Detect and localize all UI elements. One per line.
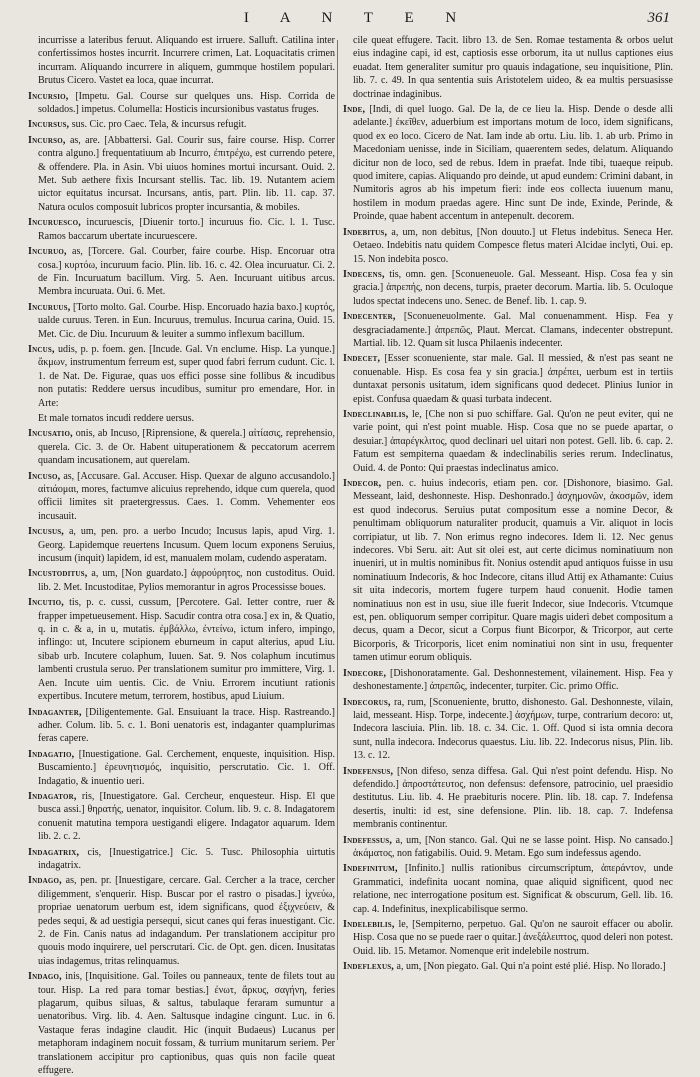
entry-headword: Indecet,: [343, 353, 381, 365]
dictionary-entry: [343, 862, 673, 916]
entry-headword: Incutio,: [28, 597, 64, 609]
entry-headword: Indaganter,: [28, 706, 82, 718]
entry-headword: Indelebilis,: [343, 919, 395, 930]
entry-headword: Incursio,: [28, 90, 69, 102]
dictionary-entry: [343, 960, 673, 973]
entry-text: as, [Torcere. Gal. Courber, faire courbe. Hisp. Encoruar otra cosa.] κυρτόω, incuruum facio. Plin. lib. 16. c. 42. Olea incuruatur. Ci. 2. de Fin. Incuruatum bacillum. Virg. 5. Aen. Incuruant uitibus arcus. Membra incuruata. Oui. 6. Met.: [38, 246, 335, 298]
entry-text: a, um, [Non stanco. Gal. Qui ne se lasse point. Hisp. No cansado.] ἀκάματος, non fatigabilis. Ouid. 9. Metam. Ego sum indefessus agendo.: [353, 834, 673, 859]
entry-text: as, are. [Abbattersi. Gal. Courir sus, faire course. Hisp. Correr contra alguno.] frequentatiuum ab Incurro, ἐπιτρέχω, est currendo petere, & offendere. Pla. in Asin. Vbi uiuos homines mortui incursant. Ouid. 2. Met. Sub aethere fixis Incursant stellis. Tac. lib. 19. Nutantem aciem uictor equitatus incursat. Incursans, antis, part. Plin. lib. 11. cap. 37. Natura oculos composuit lubricos propter incursantia, & mobiles.: [38, 134, 335, 213]
entry-headword: Incusus,: [28, 526, 64, 538]
dictionary-entry: [28, 245, 335, 299]
left-column: [28, 34, 336, 1077]
entry-text: le, [Che non si puo schiffare. Gal. Qu'on ne peut eviter, qui ne varie point, qui n'est point muable. Hisp. Cosa que no se puede apartar, o desuiar.] ἀπαρέγκλιτος, quod declinari uel uitari non potest. Gell. lib. 6. cap. 2. Fatum est sempiterna quaedam & indeclinabilis series rerum. Indeclinatus, Ouid. 4. de Ponto: Qui praestas indeclinatus amico.: [353, 408, 674, 474]
dictionary-entry: [28, 525, 335, 565]
dictionary-entry: [28, 706, 335, 746]
dictionary-entry: [343, 696, 673, 763]
entry-headword: Incuso,: [28, 470, 61, 482]
entry-text: [Diligentemente. Gal. Ensuiuant la trace. Hisp. Rastreando.] adher. Colum. lib. 5. c. 1. Boni uenatoris est, indaganter quamplurimas feras capere.: [38, 706, 335, 745]
dictionary-entry: [343, 34, 673, 101]
dictionary-entry: [343, 918, 673, 958]
entry-headword: Incuruesco,: [28, 217, 81, 229]
column-divider: [337, 40, 338, 1040]
entry-headword: Indagatio,: [28, 748, 75, 760]
entry-text: ris, [Inuestigatore. Gal. Cercheur, enquesteur. Hisp. El que busca assi.] θηρατής, uenator, inquisitor. Colum. lib. 9. c. 8. Indagatorem conuenit matutina tempora uestigandi eligere. Indagator aquarum. Idem lib. 2. c. 2.: [38, 790, 335, 843]
entry-text: cile queat effugere. Tacit. libro 13. de Sen. Romae testamenta & orbos uelut eius indagine capi, id est, captiosis esse orborum, ita ut nullus captiones eius euadat. Item generaliter sumitur pro quauis indagatione, seu inquisitione, Plin. lib. 7. c. 49. In qua sententia suis Aristotelem uideo, & ea multis persuasisse doctrinae indaginibus.: [353, 35, 673, 100]
dictionary-entry: [28, 118, 335, 131]
dictionary-entry: [28, 970, 335, 1077]
entry-headword: Incusatio,: [28, 428, 73, 440]
entry-text: [Dishonoratamente. Gal. Deshonnestement, vilainement. Hisp. Fea y deshonestamente.] ἀπρεπῶς, indecenter, turpiter. Cic. primo Offic.: [353, 667, 673, 693]
entry-text: ra, rum, [Sconueniente, brutto, dishonesto. Gal. Deshonneste, vilain, laid, messeant. Hisp. Torpe, indecente.] ἀσχήμων, turpe, contrarium decoro: ut, Indecora lasciuia. Plin. lib. 18. c. 34. Cic. 1. Off. Quod si ista omnia decora sunt, nulla indecora. Indecorus quaestus. Liu. lib. 22. Indecorus nisus, Plin. lib. 13. c. 12.: [353, 696, 673, 762]
entry-text: [Inuestigatione. Gal. Cerchement, enqueste, inquisition. Hisp. Buscamiento.] ἐρευνητισμός, inquisitio, perscrutatio. Cic. 1. Off. Indagatio, & inuentio ueri.: [38, 748, 336, 787]
dictionary-entry: [28, 596, 335, 703]
running-head: I A N T E N: [243, 10, 471, 26]
entry-text: [Infinito.] nullis rationibus circumscriptum, ἀπεράντον, unde Grammatici, indefinita uocant nomina, quae aliquid significent, quod nec relatione, nec interrogatione positum est. Significat & obscurum, Gell. lib. 16. cap. 4. Indefinitus, inexplicabilisque sermo.: [353, 863, 673, 915]
dictionary-entry: [28, 846, 335, 873]
entry-text: incurrisse a lateribus feruut. Aliquando est irruere. Salluft. Catilina inter confertissimos hostes incurrit. Incurrere crimen, Lat. Loquacitatis crimen incurram. Aliquando incurrere in aliquem, gummque hostilem populari. Brutus Cicero. Vastet ea loca, quae incurrat.: [38, 35, 335, 87]
entry-text: pen. c. huius indecoris, etiam pen. cor. [Dishonore, biasimo. Gal. Messeant, laid, deshonneste. Hisp. Deshonrado.] ἀσχημονῶν, ἀκοσμῶν, idem est quod indecorus. Seruius putat compositum esse a nomine Decor, & penultimam obliquorum naturaliter producit, quamuis a Vir. aliquot in locis corripiatur, ut lib. 7. Non erimus regno indecores. Idem li. 12. Nec genus indecores. Vbi Seru. ait: Aut sit olei est, aut certe dicimus nominatiuum non inueniri, ut in multis nominibus fit. Nonius ostendit apud antiquos fuisse in usu nominatiuum Indecoris, & hoc Indecore, citans illud Attij ex Athamante: Cuius sit uita indecoris, mortem fugere turpem haud conuenit. Hodie tamen nominatiuus non est in usu, siue ille fuerit Indecor, siue Indecoris. Vtcumque est, pen. obliquorum semper corripitur. Quare magis uideri debet compositum a decus, quam a Decor, sicut a Corpus fiunt Bicorpor, & Tricorpor, aut certe Bicorporis, & Tricorporis, licet enim nominatiui non sint in usu, frequenter tamen utimur eorum obliquis.: [353, 478, 673, 664]
entry-headword: Indecor,: [343, 478, 382, 489]
dictionary-entry: [343, 834, 673, 861]
entry-headword: Indecens,: [343, 268, 385, 280]
entry-headword: Indago,: [28, 875, 62, 887]
entry-text: sus. Cic. pro Caec. Tela, & incursus refugit.: [71, 119, 247, 131]
dictionary-entry: [28, 790, 335, 844]
dictionary-entry: [343, 226, 673, 266]
dictionary-entry: [343, 352, 673, 406]
entry-text: a, um, [Non guardato.] ἀφρούρητος, non custoditus. Ouid. lib. 2. Met. Incustoditae, Pylios memorantur in agros Processisse boues.: [38, 568, 336, 593]
entry-text: as, pen. pr. [Inuestigare, cercare. Gal. Cercher a la trace, cercher diligemment, s'enquerir. Hisp. Buscar por el rastro o pisadas.] ἰχνεύω, propriae uenatorum uerbum est, idem significans, quod ἐξιχνεύειν, & pedes sequi, & ad uestigia persequi, sicut canes qui feras inuestigant. Cic. 2. de Fin. Canis natus ad indagandum. Per translationem accipitur pro quouis modo inquirere, uel perscrutari. Cic. de Opt. gen. dicen. Inusitatas uias indagemus, tritas relinquamus.: [38, 875, 335, 967]
entry-text: le, [Sempiterno, perpetuo. Gal. Qu'on ne sauroit effacer ou abolir. Hisp. Cosa que no se puede raer o quitar.] ἀνεξάλειπτος, quod deleri non potest. Ouid. lib. 15. Metamor. Nomenque erit indelebile nostrum.: [353, 919, 674, 957]
entry-text: cis, [Inuestigatrice.] Cic. 5. Tusc. Philosophia uirtutis indagatrix.: [38, 846, 336, 871]
entry-headword: Indeflexus,: [343, 961, 394, 973]
entry-text: Et male tornatos incudi reddere uersus.: [38, 412, 195, 424]
page-header: [30, 10, 670, 32]
dictionary-entry: [343, 310, 673, 350]
entry-headword: Indecore,: [343, 667, 387, 679]
entry-text: as, [Accusare. Gal. Accuser. Hisp. Quexar de alguno accusandolo.] αἰτιάομαι, mores, factumve alicuius reprehendo, idque cum querela, quod officii limites sit praetergressus. Caes. 1. Comm. Vehementer eos incusauit.: [38, 470, 336, 522]
entry-headword: Incuruo,: [28, 246, 67, 258]
entry-text: [Torto molto. Gal. Courbe. Hisp. Encoruado hazia baxo.] κυρτός, ualde curuus. Teren. in Eun. Incuruus, tremulus. Incurua carina, Ouid. 15. Met. Cic. de Diu. Incuruum & leuiter a summo inflexum bacillum.: [38, 301, 335, 340]
entry-headword: Indefinitum,: [343, 863, 398, 875]
dictionary-entry: [343, 765, 673, 832]
dictionary-entry: [343, 268, 673, 308]
dictionary-entry: [28, 216, 335, 243]
entry-headword: Incustoditus,: [28, 568, 88, 580]
dictionary-entry: [28, 90, 335, 117]
dictionary-entry: [28, 427, 335, 467]
dictionary-entry: [28, 412, 335, 425]
dictionary-entry: [28, 343, 335, 410]
dictionary-entry: [28, 34, 335, 88]
entry-headword: Incus,: [28, 343, 55, 355]
entry-headword: Indecorus,: [343, 696, 391, 708]
dictionary-entry: [343, 408, 673, 475]
dictionary-entry: [28, 301, 335, 341]
entry-headword: Indecenter,: [343, 311, 396, 323]
entry-text: incuruescis, [Diuenir torto.] incuruus fio. Cic. l. 1. Tusc. Ramos baccarum ubertate incuruescere.: [38, 217, 335, 242]
entry-headword: Inde,: [343, 104, 366, 116]
entry-headword: Indeclinabilis,: [343, 408, 409, 420]
entry-text: [Indi, di quel luogo. Gal. De la, de ce lieu la. Hisp. Dende o desde alli adelante.] ἐκεῖθεν, aduerbium est importans motum de loco, idem significans, quod ex eo loco. Cicero de Nat. Iam inde ab ortu. Liu. lib. 1. ab urb. Primo in Macedoniam uenisse, inde in Siciliam, quaerentem sedes, delatum. Aliquando dicitur non de loco, sed de rebus. Idem in praefat. Inde tibi, tuaeque reipub. quod imitere, capias. Aliquando pro deinde, ut apud eundem: Crimini dabant, in Numitoris agros ab his impetum fieri: inde eos collecta iuuenum manu, hostilem in modum praedas agere. Hinc sunt De inde, Exinde, Perinde, & Proinde, quae habent accentum in antepenult. decorem.: [353, 104, 673, 223]
entry-headword: Incursus,: [28, 119, 70, 131]
dictionary-entry: [28, 470, 335, 524]
entry-text: inis, [Inquisitione. Gal. Toiles ou panneaux, tente de filets tout au tour. Hisp. La red para tomar bestias.] ἐνωτ, ἄρκυς, σαγήνη, feries plagarum, quibus siluas, & saltus, tabulaque feraram sumuntur a uenatoribus. Virg. lib. 4. Aen. Saltusque indagine cingunt. Luc. in 6. Vastaque feras indagine claudit. Hic (inquit Budaeus) Lucanus per metaphoram indaginem nocuit fossam, & turrium munitarum seriem. Per translationem accipitur pro captionibus, quas quis non facile queat effugere.: [38, 971, 335, 1077]
entry-text: [Esser sconueniente, star male. Gal. Il messied, & n'est pas seant ne conuenable. Hisp. Es cosa fea y sin gracia.] ἀπρέπει, uerbum est in tertiis duntaxat personis usitatum, idem significans quod dedecet. Plinius Iunior in epist. Confusa quaedam & quasi turbata indecent.: [353, 353, 673, 405]
entry-text: tis, p. c. cussi, cussum, [Percotere. Gal. Ietter contre, ruer & frapper impetueusement. Hisp. Sacudir contra otra cosa.] ex in, & Quatio, q. in c. & a, in u, mutatis. ἐμβάλλω, ἐντείνω, ictum infero, impingo, inflingo: ut, Incutere scipionem eburneum in caput alterius, apud Liu. sibab urb. Incutere colaphum, Iuuen. Sat. 9. Nos colaphum incutimus lambenti crustula seruo. Per translationem sumitur pro immittere, Virg. 1. Aen. Incute uim uentis. Cic. de Vniu. Errorem incutiunt rationis expertibus. Incutere metum, terrorem, hostibus, apud Liuium.: [38, 597, 335, 703]
entry-text: udis, p. p. foem. gen. [Incude. Gal. Vn enclume. Hisp. La yunque.] ἄκμων, instrumentum ferreum est, super quod fabri ferrum cudunt. Cic. l. 1. de Nat. De. Figurae, quas uos effici posse sine follibus & incudibus non putatis: Reddere uersus incudibus, sumitur pro emendare, Hor. in Arte:: [38, 343, 335, 409]
dictionary-entry: [28, 134, 335, 214]
entry-text: onis, ab Incuso, [Riprensione, & querela.] αἰτίασις, reprehensio, querela. Cic. 3. de Or. Habent uituperationem & peccatorum acerrem quandam incusationem, aut querelam.: [38, 428, 336, 467]
dictionary-entry: [343, 667, 673, 694]
dictionary-entry: [343, 477, 673, 665]
entry-headword: Incurso,: [28, 134, 66, 146]
entry-headword: Indebitus,: [343, 226, 388, 238]
dictionary-entry: [28, 748, 335, 788]
page-number: 361: [647, 10, 670, 26]
right-column: [343, 34, 673, 1050]
entry-headword: Incuruus,: [28, 301, 71, 313]
entry-text: [Sconueneuolmente. Gal. Mal conuenamment. Hisp. Fea y desgraciadamente.] ἀπρεπῶς, Plaut. Mercat. Clamans, indecenter obstrepunt. Martial. lib. 12. Quam sit lusca Philaenis indecenter.: [353, 311, 673, 349]
entry-headword: Indefessus,: [343, 834, 393, 846]
entry-text: tis, omn. gen. [Sconueneuole. Gal. Messeant. Hisp. Cosa fea y sin gracia.] ἀπρεπής, non decens, turpis, praeter decorum. Martia. lib. 5. Oculoque ludos spectat indecens uno. Senec. de Benef. lib. 1. cap. 9.: [353, 268, 673, 307]
dictionary-entry: [28, 567, 335, 594]
entry-text: a, um, [Non piegato. Gal. Qui n'a point esté plié. Hisp. No llorado.]: [396, 961, 666, 973]
entry-headword: Indagator,: [28, 790, 77, 802]
entry-text: a, um, non debitus, [Non douuto.] ut Fletus indebitus. Seneca Her. Oetaeo. Indebitis natu quidem Compesce fletus materi Alcidae inclyti, Oui. ep. 15. Non indebita posco.: [353, 226, 673, 265]
entry-text: [Impetu. Gal. Course sur quelques uns. Hisp. Corrida de soldados.] impetus. Columella: Hosticis incursionibus vastatus fruges.: [38, 90, 335, 116]
dictionary-entry: [343, 103, 673, 224]
entry-text: a, um, pen. pro. a uerbo Incudo; Incusus lapis, apud Virg. 1. Georg. Lapidemque reuertens Incusum. Quem locum exponens Seruius, incusum (inquit) lapidem, id est, manualem molam, cudendo asperatam.: [38, 526, 336, 565]
entry-headword: Indagatrix,: [28, 846, 80, 858]
dictionary-entry: [28, 874, 335, 968]
entry-text: [Non difeso, senza diffesa. Gal. Qui n'est point defendu. Hisp. No defendido.] ἀπροστάτευτος, non defensus: defensore, patrocinio, uel praesidio destitutus. Liu. lib. 4. He praebituris nocere. Plin. lib. 18. cap. 7. Indefensa desertis, inulti: id est, sine defensione. Plin. lib. 18. cap. 7. Indefensa membranis continentur.: [353, 765, 674, 831]
entry-headword: Indago,: [28, 971, 62, 983]
entry-headword: Indefensus,: [343, 765, 394, 777]
